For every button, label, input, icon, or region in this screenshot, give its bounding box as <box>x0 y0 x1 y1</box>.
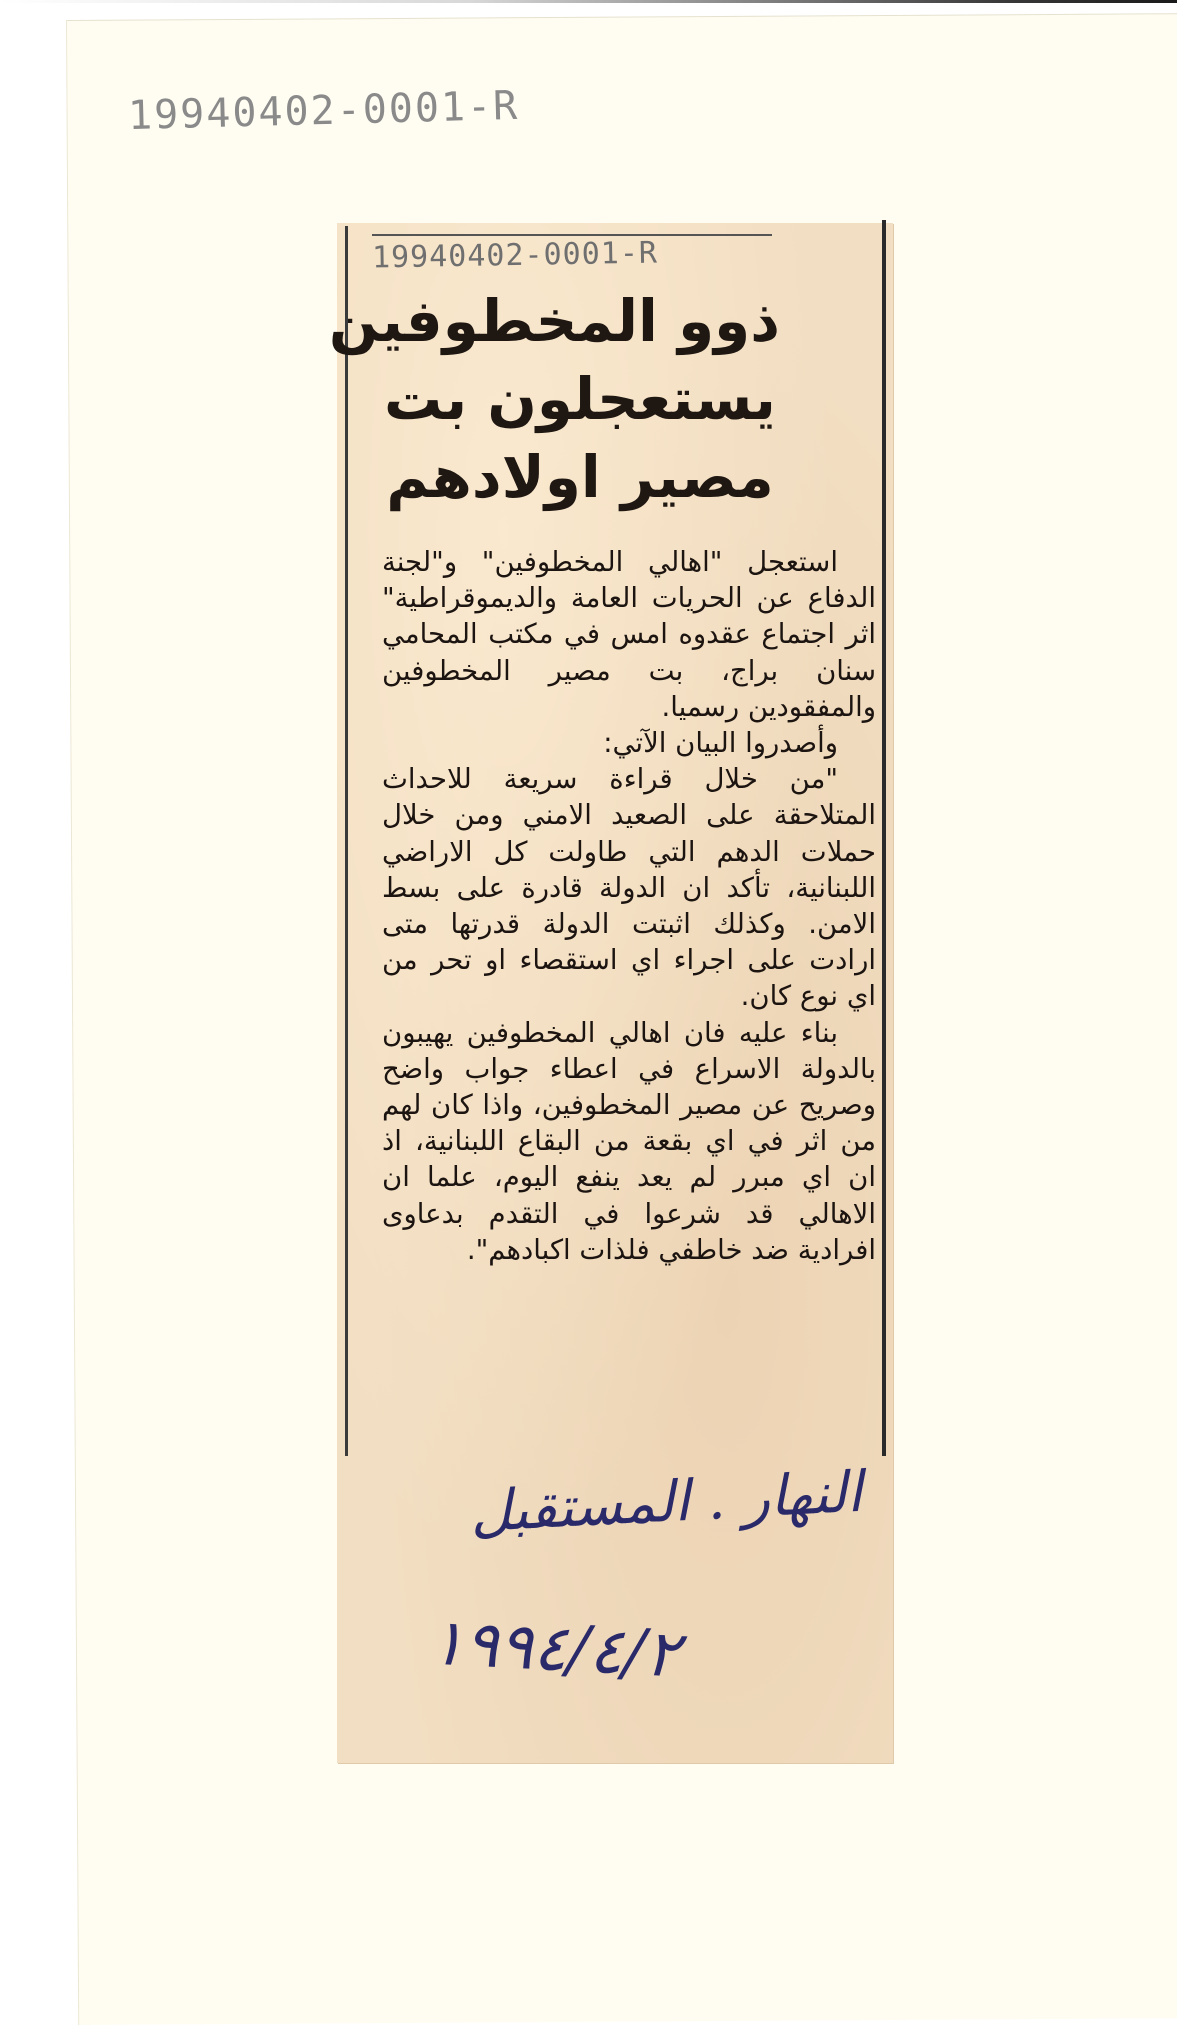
article-headline <box>328 282 780 516</box>
scan-edge-shadow <box>0 0 1177 3</box>
headline-line: مصير اولادهم <box>386 443 774 511</box>
clipping-top-rule <box>372 234 772 236</box>
headline-line: يستعجلون بت <box>384 365 776 433</box>
clipping-right-rule <box>882 220 886 1456</box>
article-paragraph: استعجل "اهالي المخطوفين" و"لجنة الدفاع عن الحريات العامة والديموقراطية" اثر اجتماع عقدوه امس في مكتب المحامي سنان براج، بت مصير المخطوفين والمفقودين رسميا. <box>382 546 876 723</box>
handwritten-date-note: ١٩٩٤/٤/٢ <box>428 1605 682 1693</box>
article-paragraph: بناء عليه فان اهالي المخطوفين يهيبون بالدولة الاسراع في اعطاء جواب واضح وصريح عن مصير المخطوفين، واذا كان لهم من اثر في اي بقعة من البقاع اللبنانية، اذ ان اي مبرر لم يعد ينفع اليوم، علما ان الاهالي قد شرعوا في التقدم بدعاوى افرادية ضد خاطفي فلذات اكبادهم". <box>382 1016 876 1266</box>
article-paragraph: "من خلال قراءة سريعة للاحداث المتلاحقة على الصعيد الامني ومن خلال حملات الدهم التي طاولت كل الاراضي اللبنانية، تأكد ان الدولة قادرة على بسط الامن. وكذلك اثبتت الدولة قدرتها متى ارادت على اجراء اي استقصاء او تحر من اي نوع كان. <box>382 763 876 1013</box>
article-paragraph: وأصدروا البيان الآتي: <box>603 727 838 760</box>
headline-line: ذوو المخطوفين <box>328 287 780 355</box>
clipping-left-rule <box>345 226 348 1456</box>
archive-reference-code: 19940402-0001-R <box>127 82 520 140</box>
article-body <box>382 544 876 1268</box>
clipping-stamp-code: 19940402-0001-R <box>371 235 659 276</box>
handwritten-source-note: النهار . المستقبل <box>468 1459 864 1546</box>
